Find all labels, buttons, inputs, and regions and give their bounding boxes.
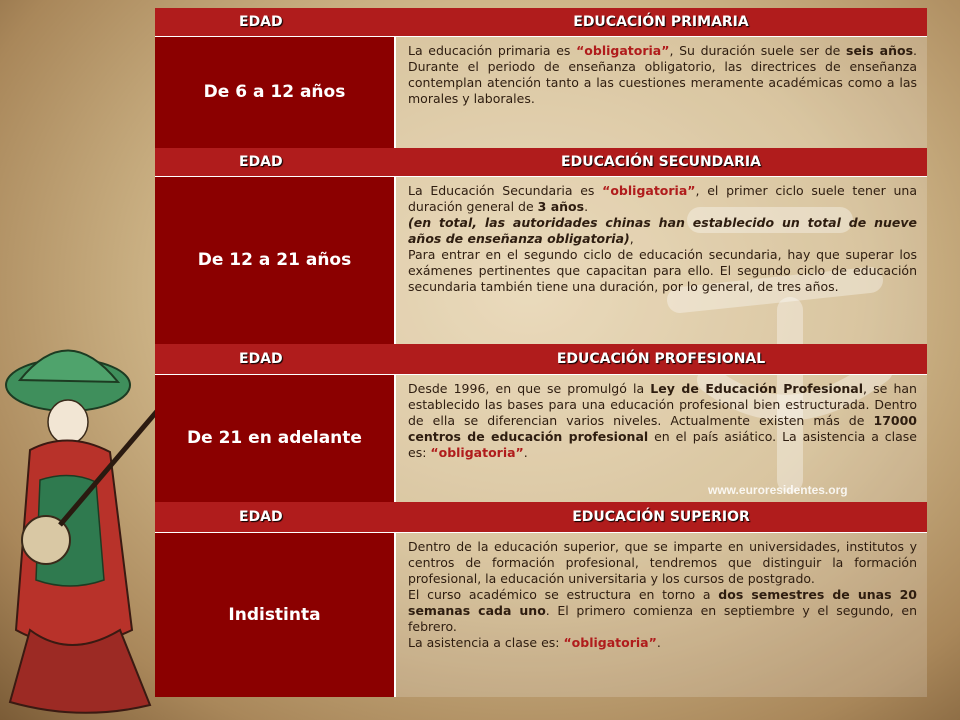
description-paragraph <box>408 381 917 461</box>
description-cell <box>395 176 927 344</box>
text-run: , Su duración suele ser de <box>669 42 846 58</box>
highlighted-term: “obligatoria” <box>602 182 696 198</box>
highlighted-term: “obligatoria” <box>430 444 524 460</box>
section-header-row <box>155 148 927 176</box>
description-paragraph <box>408 43 917 107</box>
age-range-cell: De 12 a 21 años <box>155 176 395 344</box>
highlighted-term: “obligatoria” <box>576 42 670 58</box>
text-run: Para entrar en el segundo ciclo de educación secundaria, hay que superar los exámenes pertinentes que capacitan para ello. El segundo ciclo de educación secundaria también tiene una duración, por lo general, de tres años. <box>408 246 917 294</box>
text-run: La asistencia a clase es: <box>408 634 564 650</box>
description-paragraph <box>408 215 917 247</box>
level-column-header: EDUCACIÓN SUPERIOR <box>395 502 927 532</box>
watermark-url: www.euroresidentes.org <box>708 483 848 497</box>
age-range-cell: De 6 a 12 años <box>155 36 395 148</box>
face-shape <box>48 400 88 444</box>
hat-top-shape <box>20 350 118 382</box>
age-column-header: EDAD <box>155 148 395 176</box>
level-column-header: EDUCACIÓN SECUNDARIA <box>395 148 927 176</box>
text-run: , se han establecido las bases para una educación profesional bien estructurada. Dentro de ella se diferencian varios niveles. Actualmente existen más de <box>408 380 917 428</box>
section-header-row <box>155 8 927 36</box>
bold-term: (en total, las autoridades chinas han establecido un total de nueve años de enseñanza obligatoria) <box>408 214 917 246</box>
text-run: . <box>656 634 661 650</box>
text-run: . Durante el periodo de enseñanza obligatorio, las directrices de enseñanza contemplan atención tanto a las cuestiones meramente académicas como a las morales y laborales. <box>408 42 918 106</box>
description-cell <box>395 36 927 148</box>
highlighted-term: “obligatoria” <box>563 634 657 650</box>
section-header-row <box>155 502 927 532</box>
section-body-row <box>155 532 927 697</box>
description-paragraph <box>408 183 917 215</box>
text-run: La Educación Secundaria es <box>408 182 603 198</box>
education-table <box>155 8 927 697</box>
text-run: Desde 1996, en que se promulgó la <box>408 380 651 396</box>
section-body-row <box>155 36 927 148</box>
bold-term: 3 años <box>537 198 585 214</box>
bold-term: seis años <box>846 42 914 58</box>
text-run: . <box>584 198 589 214</box>
age-column-header: EDAD <box>155 344 395 374</box>
section-body-row <box>155 176 927 344</box>
text-run: en el país asiático. La asistencia a clase es: <box>408 428 917 460</box>
musician-illustration <box>0 330 175 720</box>
description-paragraph <box>408 539 917 587</box>
level-column-header: EDUCACIÓN PROFESIONAL <box>395 344 927 374</box>
description-paragraph <box>408 587 917 635</box>
age-column-header: EDAD <box>155 8 395 36</box>
age-range-cell: Indistinta <box>155 532 395 697</box>
text-run: Dentro de la educación superior, que se imparte en universidades, institutos y centros de formación profesional, tendremos que distinguir la formación profesional, la educación universitaria y los cursos de postgrado. <box>408 538 917 586</box>
bold-term: dos semestres de unas 20 semanas cada uno <box>408 586 918 618</box>
text-run: , <box>629 230 634 246</box>
level-column-header: EDUCACIÓN PRIMARIA <box>395 8 927 36</box>
text-run: El curso académico se estructura en torno a <box>408 586 719 602</box>
age-column-header: EDAD <box>155 502 395 532</box>
text-run: La educación primaria es <box>408 42 577 58</box>
bold-term: Ley de Educación Profesional <box>650 380 864 396</box>
text-run: , el primer ciclo suele tener una duración general de <box>408 182 917 214</box>
text-run: . <box>523 444 528 460</box>
description-cell <box>395 532 927 697</box>
description-paragraph <box>408 635 917 651</box>
age-range-cell: De 21 en adelante <box>155 374 395 502</box>
description-paragraph <box>408 247 917 295</box>
bold-term: 17000 centros de educación profesional <box>408 412 917 444</box>
text-run: . El primero comienza en septiembre y el segundo, en febrero. <box>408 602 917 634</box>
section-header-row <box>155 344 927 374</box>
